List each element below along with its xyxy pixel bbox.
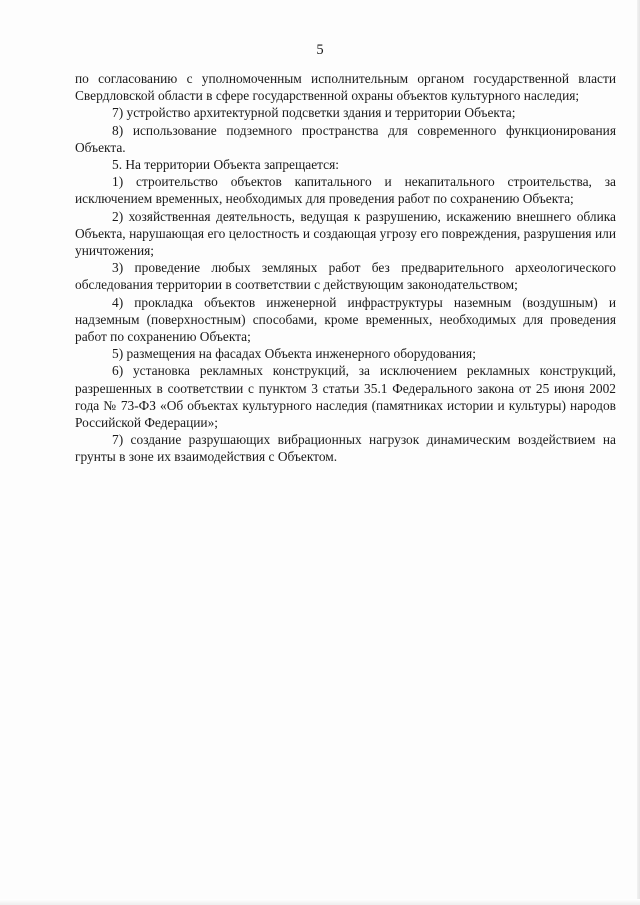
paragraph-item-8-underground: 8) использование подземного пространства для современного функционирования Объекта.	[75, 122, 616, 155]
prohibition-item-1: 1) строительство объектов капитального и некапитального строительства, за исключением временных, необходимых для проведения работ по сохранению Объекта;	[75, 174, 616, 207]
document-body	[75, 70, 616, 466]
prohibition-item-3: 3) проведение любых земляных работ без предварительного археологического обследования территории в соответствии с действующим законодательством;	[75, 260, 616, 293]
prohibition-item-4: 4) прокладка объектов инженерной инфраструктуры наземным (воздушным) и надземным (поверхностным) способами, кроме временных, необходимых для проведения работ по сохранению Объекта;	[75, 294, 616, 345]
prohibition-item-5: 5) размещения на фасадах Объекта инженерного оборудования;	[112, 346, 476, 362]
scan-bottom-shadow	[0, 899, 640, 905]
page-number: 5	[316, 42, 324, 58]
paragraph-continuation: по согласованию с уполномоченным исполнительным органом государственной власти Свердловской области в сфере государственной охраны объектов культурного наследия;	[75, 71, 616, 104]
prohibition-item-6: 6) установка рекламных конструкций, за исключением рекламных конструкций, разрешенных в соответствии с пунктом 3 статьи 35.1 Федерального закона от 25 июня 2002 года № 73-ФЗ «Об объектах культурного наследия (памятниках истории и культуры) народов Российской Федерации»;	[75, 363, 616, 431]
prohibition-item-7: 7) создание разрушающих вибрационных нагрузок динамическим воздействием на грунты в зоне их взаимодействия с Объектом.	[75, 432, 616, 465]
section-5-heading: 5. На территории Объекта запрещается:	[112, 157, 339, 173]
paragraph-item-7-lighting: 7) устройство архитектурной подсветки здания и территории Объекта;	[112, 105, 516, 121]
prohibition-item-2: 2) хозяйственная деятельность, ведущая к разрушению, искажению внешнего облика Объекта, нарушающая его целостность и создающая угрозу его повреждения, разрушения или уничтожения;	[75, 208, 616, 259]
